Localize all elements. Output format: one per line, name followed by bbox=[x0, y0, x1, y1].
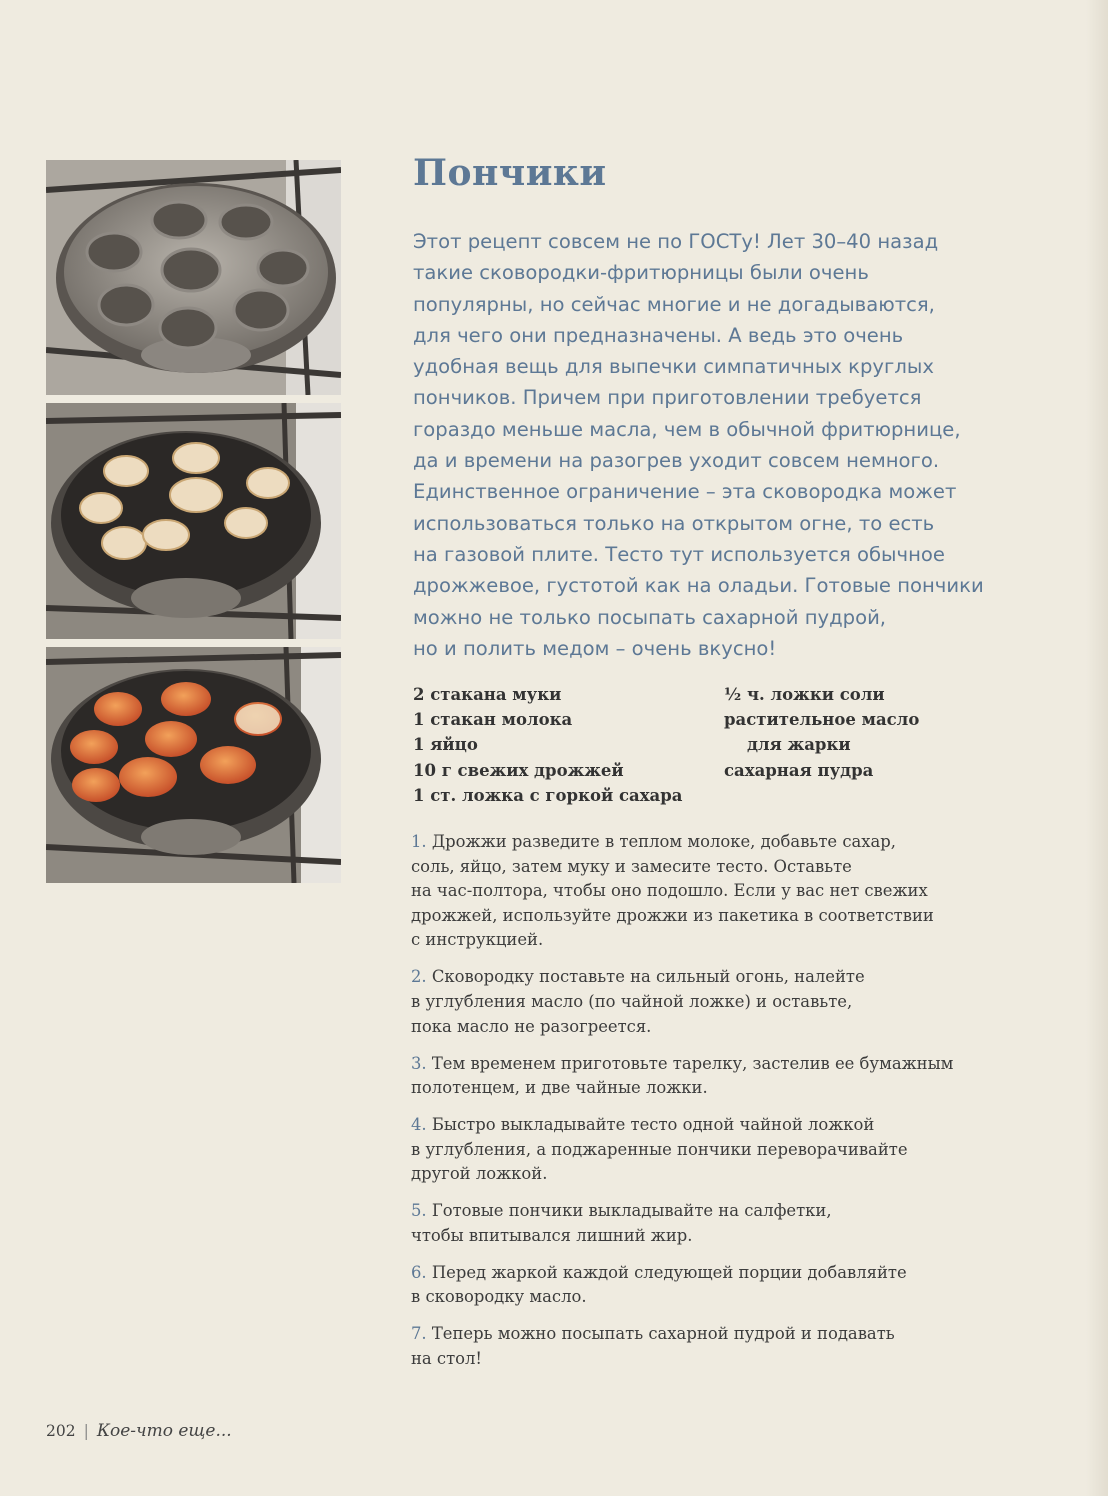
step-text: Дрожжи разведите в теплом молоке, добавьте сахар, соль, яйцо, затем муку и замесите тесто. Оставьте на час-полтора, чтобы оно подошло. Если у вас нет свежих дрожжей, используйте дрожжи из пакетика в соответствии с инструкцией. bbox=[411, 832, 934, 950]
step-text: Теперь можно посыпать сахарной пудрой и подавать на стол! bbox=[411, 1324, 895, 1369]
section-name: Кое-что еще... bbox=[96, 1421, 232, 1441]
step-number: 3. bbox=[411, 1053, 427, 1073]
step-item bbox=[411, 830, 1021, 953]
step-item bbox=[411, 1113, 1021, 1187]
step-text: Тем временем приготовьте тарелку, застелив ее бумажным полотенцем, и две чайные ложки. bbox=[411, 1053, 954, 1098]
step-number: 2. bbox=[411, 967, 427, 987]
ingredient-item: 10 г свежих дрожжей bbox=[413, 760, 624, 780]
ingredient-item: сахарная пудра bbox=[724, 760, 874, 780]
step-text: Сковородку поставьте на сильный огонь, налейте в углубления масло (по чайной ложке) и оставьте, пока масло не разогреется. bbox=[411, 967, 865, 1036]
ingredient-item: растительное масло bbox=[724, 710, 920, 730]
step-item bbox=[411, 1199, 1021, 1248]
page-number: 202 bbox=[46, 1422, 76, 1440]
step-item bbox=[411, 1322, 1021, 1371]
ingredient-item: 1 яйцо bbox=[413, 735, 478, 755]
step-item bbox=[411, 1052, 1021, 1101]
recipe-intro: Этот рецепт совсем не по ГОСТу! Лет 30–40 назад такие сковородки-фритюрницы были очень популярны, но сейчас многие и не догадываются, для чего они предназначены. А ведь это очень удобная вещь для выпечки симпатичных круглых пончиков. Причем при приготовлении требуется гораздо меньше масла, чем в обычной фритюрнице, да и времени на разогрев уходит совсем немного. Единственное ограничение – эта сковородка может использоваться только на открытом огне, то есть на газовой плите. Тесто тут используется обычное дрожжевое, густотой как на оладьи. Готовые пончики можно не только посыпать сахарной пудрой, но и полить медом – очень вкусно! bbox=[413, 230, 984, 660]
step-text: Перед жаркой каждой следующей порции добавляйте в сковородку масло. bbox=[411, 1262, 907, 1307]
footer-separator: | bbox=[83, 1422, 89, 1440]
page-edge bbox=[1086, 0, 1108, 1496]
ingredients-left-column bbox=[413, 682, 682, 808]
ingredients-right-column bbox=[724, 682, 919, 783]
ingredient-item: 1 ст. ложка с горкой сахара bbox=[413, 785, 683, 805]
ingredient-item: 2 стакана муки bbox=[413, 685, 562, 704]
step-number: 1. bbox=[411, 832, 427, 851]
photo-empty-pan bbox=[46, 160, 341, 395]
steps-list bbox=[411, 830, 1021, 1384]
step-text: Готовые пончики выкладывайте на салфетки, чтобы впитывался лишний жир. bbox=[411, 1201, 832, 1245]
step-number: 5. bbox=[411, 1201, 427, 1221]
step-item bbox=[411, 1261, 1021, 1310]
photo-frying-dough bbox=[46, 403, 341, 639]
photo-golden-donuts bbox=[46, 647, 341, 883]
step-number: 6. bbox=[411, 1262, 427, 1282]
page-footer bbox=[46, 1421, 232, 1441]
step-text: Быстро выкладывайте тесто одной чайной ложкой в углубления, а поджаренные пончики переворачивайте другой ложкой. bbox=[411, 1115, 908, 1184]
ingredient-item: для жарки bbox=[747, 735, 851, 755]
recipe-title: Пончики bbox=[413, 152, 607, 194]
step-number: 7. bbox=[411, 1324, 427, 1344]
ingredient-item: ½ ч. ложки соли bbox=[724, 685, 885, 704]
ingredient-item: 1 стакан молока bbox=[413, 710, 573, 730]
step-number: 4. bbox=[411, 1115, 427, 1135]
step-item bbox=[411, 965, 1021, 1039]
